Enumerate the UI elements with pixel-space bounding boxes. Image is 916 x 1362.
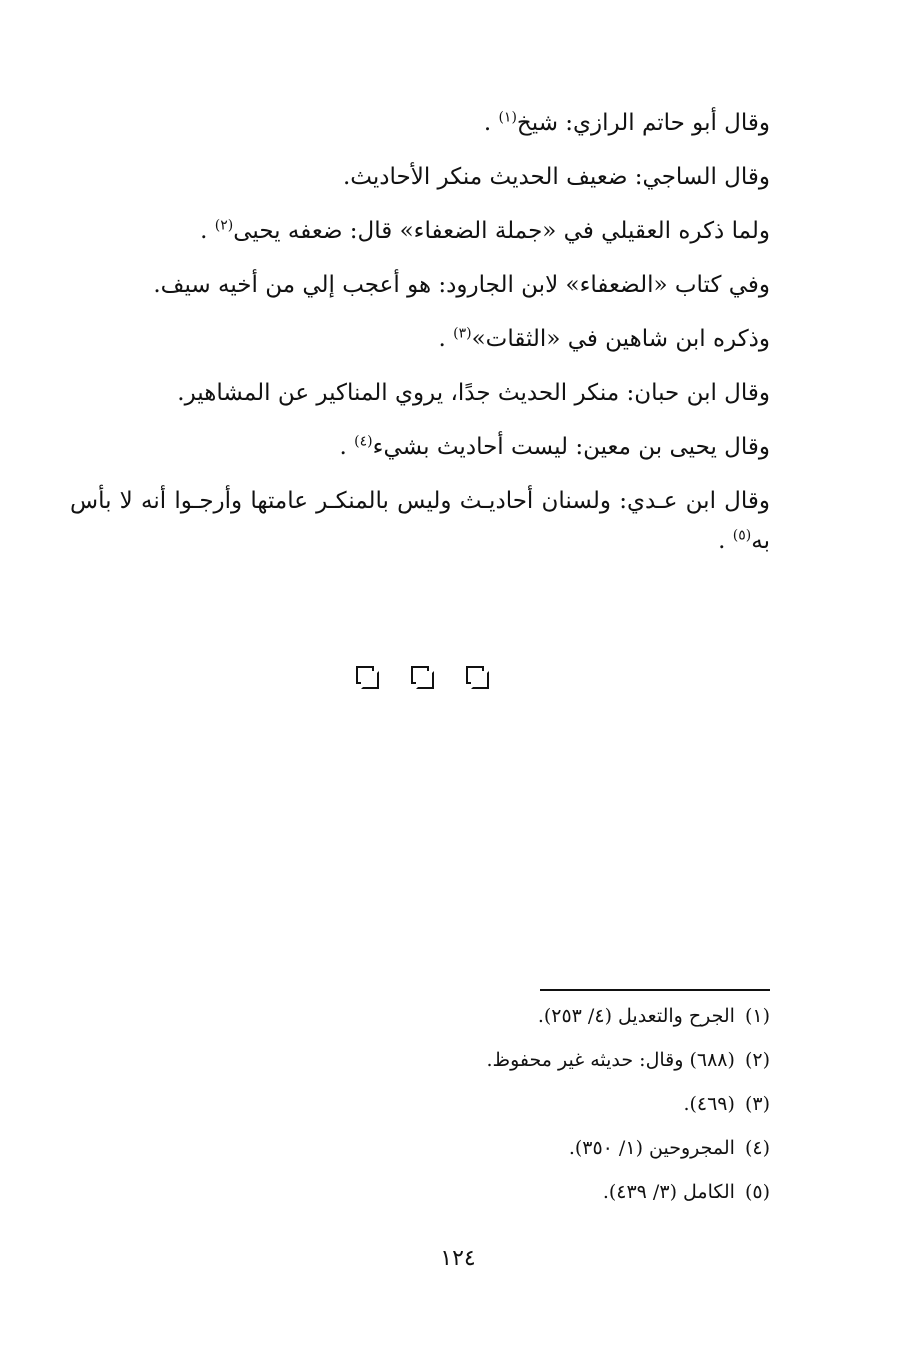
section-divider	[356, 666, 486, 686]
footnote-text: الكامل (٣/ ٤٣٩).	[602, 1181, 735, 1203]
footnote-item	[70, 1038, 770, 1082]
text-line: وقال أبو حاتم الرازي: شيخ$^{(١)}$ .	[483, 109, 770, 136]
footnote-number: (٢)	[744, 1049, 770, 1071]
footnote-item	[70, 1126, 770, 1170]
square-ornament-icon	[411, 666, 431, 686]
footnote-ref[interactable]: (٣)	[453, 325, 472, 342]
footnote-text: المجروحين (١/ ٣٥٠).	[568, 1137, 735, 1159]
footnotes	[70, 994, 770, 1214]
text-line: وقال يحيى بن معين: ليست أحاديث بشيء$^{(٤)}$ .	[339, 433, 770, 460]
text-line: وقال الساجي: ضعيف الحديث منكر الأحاديث.	[342, 164, 770, 190]
square-ornament-icon	[356, 666, 376, 686]
footnote-text: (٦٨٨) وقال: حديثه غير محفوظ.	[486, 1049, 735, 1071]
page-number: ١٢٤	[440, 1246, 476, 1271]
footnote-item	[70, 1082, 770, 1126]
square-ornament-icon	[466, 666, 486, 686]
text-line: وذكره ابن شاهين في «الثقات»$^{(٣)}$ .	[438, 325, 770, 352]
main-text	[70, 96, 770, 561]
footnote-text: (٤٦٩).	[683, 1093, 735, 1115]
footnote-ref[interactable]: (٤)	[354, 433, 373, 450]
footnote-text: الجرح والتعديل (٤/ ٢٥٣).	[537, 1005, 735, 1027]
footnote-number: (٤)	[744, 1137, 770, 1159]
footnote-separator	[540, 989, 770, 991]
footnote-number: (١)	[744, 1005, 770, 1027]
footnote-ref[interactable]: (١)	[498, 109, 517, 126]
text-line: وقال ابن عـدي: ولسنان أحاديـث وليس بالمنكـر عامتها وأرجـوا أنه لا بأس به$^{(٥)}$ .	[70, 488, 770, 554]
footnote-ref[interactable]: (٢)	[214, 217, 234, 234]
footnote-item	[70, 994, 770, 1038]
footnote-ref[interactable]: (٥)	[732, 527, 752, 544]
footnote-number: (٣)	[744, 1093, 770, 1115]
text-line: وقال ابن حبان: منكر الحديث جدًا، يروي المناكير عن المشاهير.	[177, 380, 770, 406]
text-line: وفي كتاب «الضعفاء» لابن الجارود: هو أعجب إلي من أخيه سيف.	[153, 272, 770, 298]
footnote-item	[70, 1170, 770, 1214]
text-line: ولما ذكره العقيلي في «جملة الضعفاء» قال: ضعفه يحيى$^{(٢)}$ .	[200, 217, 770, 244]
footnote-number: (٥)	[744, 1181, 770, 1203]
